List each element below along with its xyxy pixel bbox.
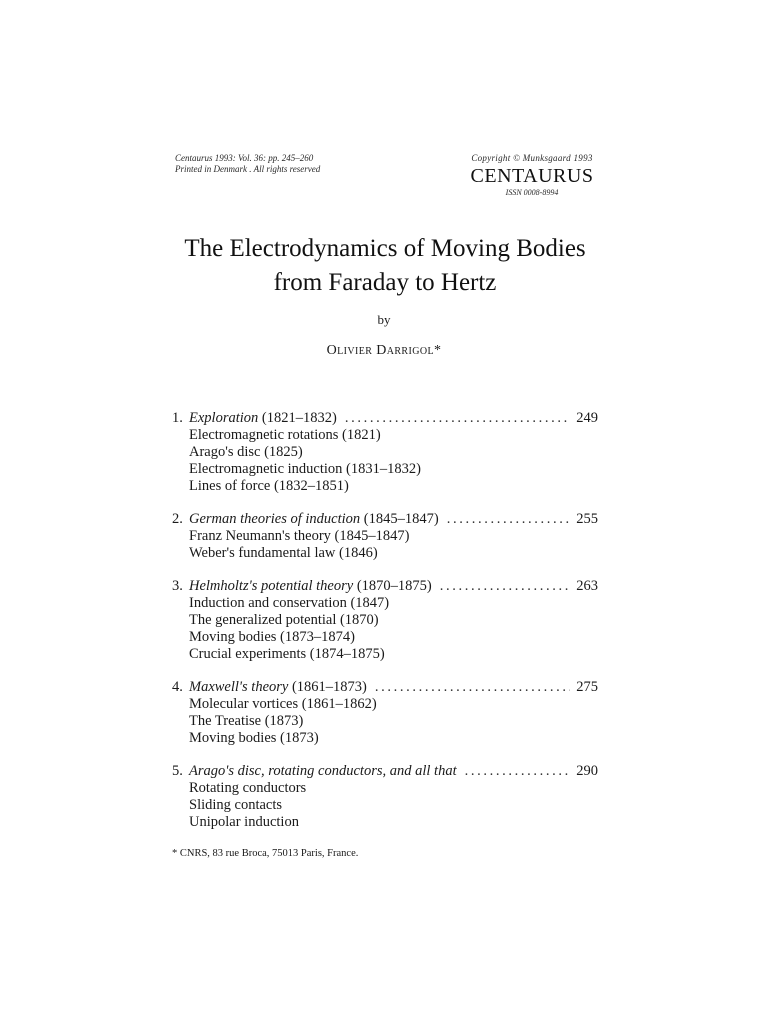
journal-citation — [175, 153, 320, 175]
toc-section-heading — [172, 577, 598, 595]
toc-section — [172, 409, 598, 495]
page-number: 275 — [576, 679, 598, 695]
section-number: 1. — [172, 410, 183, 426]
toc-subentry: Moving bodies (1873–1874) — [189, 629, 355, 645]
toc-subentry: Weber's fundamental law (1846) — [189, 545, 378, 561]
toc-subentry: Electromagnetic induction (1831–1832) — [189, 461, 421, 477]
section-number: 5. — [172, 763, 183, 779]
toc-section — [172, 577, 598, 663]
citation-line: Centaurus 1993: Vol. 36: pp. 245–260 — [175, 153, 314, 163]
section-title — [189, 678, 367, 696]
page-number: 290 — [576, 763, 598, 779]
toc-subentry: Moving bodies (1873) — [189, 730, 319, 746]
printing-note: Printed in Denmark . All rights reserved — [175, 164, 321, 174]
section-title-italic: Maxwell's theory — [189, 679, 289, 695]
page-number: 249 — [576, 410, 598, 426]
section-title-years: (1821–1832) — [258, 410, 337, 426]
issn-number: ISSN 0008-8994 — [505, 188, 559, 197]
toc-subentry: The generalized potential (1870) — [189, 612, 379, 628]
toc-subentry: Rotating conductors — [189, 780, 307, 796]
toc-subentry: Franz Neumann's theory (1845–1847) — [189, 528, 410, 544]
toc-subentry: Sliding contacts — [189, 797, 283, 813]
toc-section-heading — [172, 762, 598, 780]
leader-dots — [375, 678, 570, 696]
toc-subentry: Unipolar induction — [189, 814, 299, 830]
author-affiliation-footnote: * CNRS, 83 rue Broca, 75013 Paris, France. — [172, 848, 359, 859]
article-title — [130, 232, 640, 300]
section-title-years: (1870–1875) — [353, 578, 432, 594]
section-number: 3. — [172, 578, 183, 594]
page-number: 255 — [576, 511, 598, 527]
page-number: 263 — [576, 578, 598, 594]
toc-subentry: Crucial experiments (1874–1875) — [189, 646, 385, 662]
section-title-years: (1861–1873) — [288, 679, 367, 695]
section-title-italic: Arago's disc, rotating conductors, and all that — [189, 763, 457, 779]
toc-subentry: Induction and conservation (1847) — [189, 595, 390, 611]
title-line: from Faraday to Hertz — [273, 269, 497, 296]
toc-section — [172, 678, 598, 747]
section-title — [189, 762, 457, 780]
toc-section-heading — [172, 678, 598, 696]
toc-subentry: The Treatise (1873) — [189, 713, 304, 729]
section-title-italic: German theories of induction — [189, 511, 361, 527]
copyright-notice: Copyright © Munksgaard 1993 — [471, 153, 593, 163]
toc-subentry: Electromagnetic rotations (1821) — [189, 427, 381, 443]
journal-masthead — [462, 153, 602, 197]
section-number: 4. — [172, 679, 183, 695]
byline-by: by — [377, 312, 391, 327]
toc-subentry: Molecular vortices (1861–1862) — [189, 696, 377, 712]
leader-dots — [345, 409, 570, 427]
table-of-contents — [172, 409, 598, 846]
section-title-italic: Helmholtz's potential theory — [189, 578, 354, 594]
section-title — [189, 409, 337, 427]
toc-section-heading — [172, 510, 598, 528]
journal-name: CENTAURUS — [470, 165, 594, 187]
section-title-years: (1845–1847) — [360, 511, 439, 527]
author-name: Olivier Darrigol* — [326, 343, 442, 358]
toc-subentry: Arago's disc (1825) — [189, 444, 303, 460]
section-title — [189, 577, 432, 595]
toc-subentry: Lines of force (1832–1851) — [189, 478, 349, 494]
toc-section — [172, 510, 598, 562]
leader-dots — [440, 577, 571, 595]
toc-section-heading — [172, 409, 598, 427]
section-title — [189, 510, 439, 528]
title-line: The Electrodynamics of Moving Bodies — [184, 235, 586, 262]
section-title-italic: Exploration — [189, 410, 259, 426]
section-number: 2. — [172, 511, 183, 527]
toc-section — [172, 762, 598, 831]
leader-dots — [465, 762, 571, 780]
leader-dots — [447, 510, 571, 528]
